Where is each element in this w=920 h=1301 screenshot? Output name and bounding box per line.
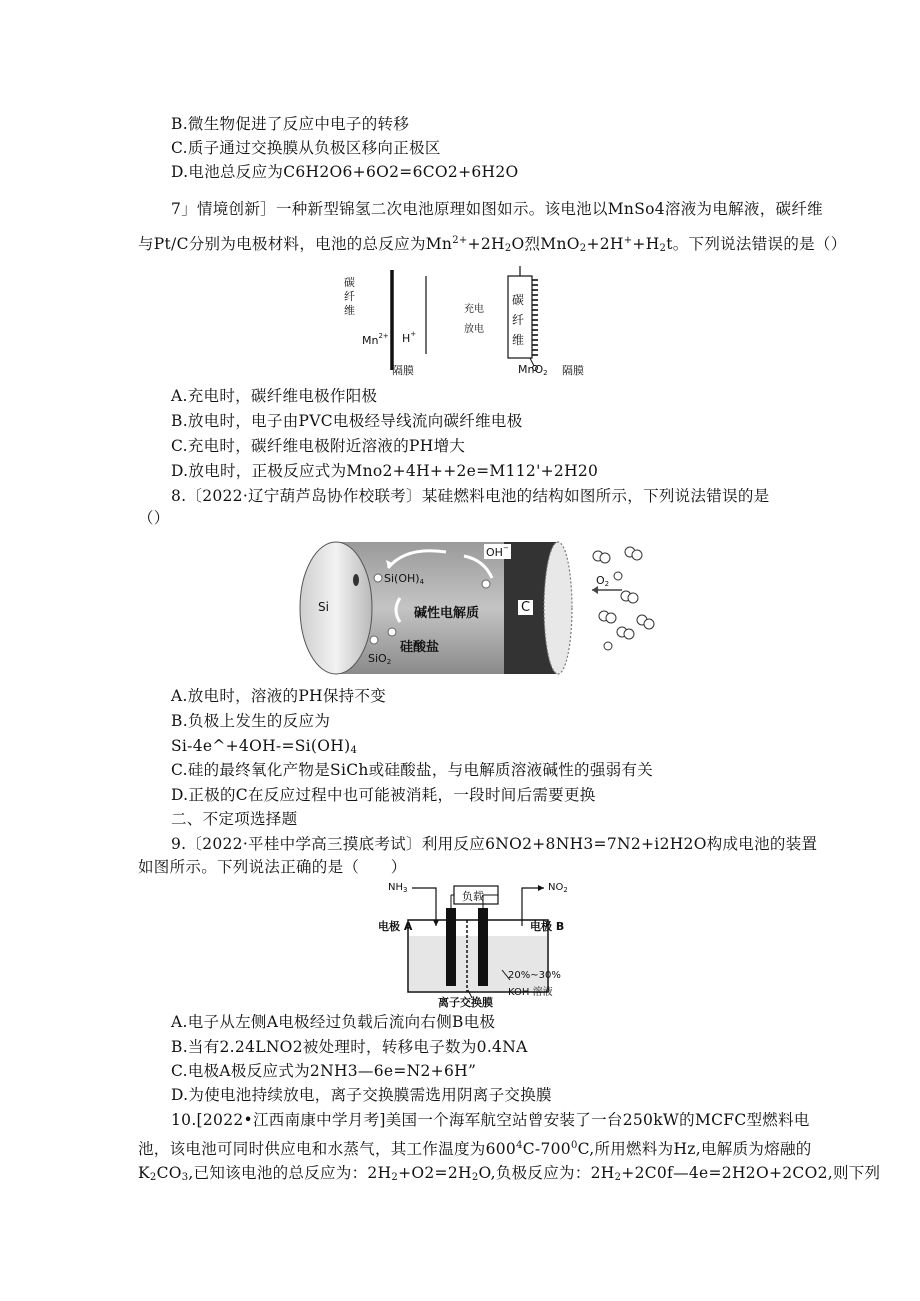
q7-battery-diagram — [330, 262, 600, 382]
q9-nh3-label: $NH_3$ — [388, 882, 408, 894]
q7-option-b: B.放电时，电子由PVC电极经导线流向碳纤维电极 — [171, 412, 523, 430]
q9-option-a: A.电子从左侧A电极经过负载后流向右侧B电极 — [171, 1013, 496, 1031]
q8-air-electrode — [544, 542, 572, 674]
q7-membrane-left-label: 隔膜 — [392, 364, 414, 377]
q7-mno2-label: MnO$_2$ — [518, 363, 548, 377]
q7-option-c: C.充电时，碳纤维电极附近溶液的PH增大 — [171, 437, 466, 455]
q9-no2-label: $NO_2$ — [548, 882, 568, 894]
q10-stem-line3: $K_2CO_3$,已知该电池的总反应为：$2H_2+O2=2H_2O$,负极反应为：$2H_2+2C0f—4e=2H2O+2CO2$,则下列 — [138, 1164, 881, 1183]
q8-electrolyte-label: 碱性电解质 — [414, 606, 480, 621]
q9-electrode-b — [478, 908, 488, 986]
q8-c-label: C — [518, 600, 533, 615]
q8-stem-line1: 8.〔2022·辽宁葫芦岛协作校联考〕某硅燃料电池的结构如图所示，下列说法错误的是 — [171, 487, 770, 505]
q9-option-b: B.当有2.24LNO2被处理时，转移电子数为0.4NA — [171, 1038, 528, 1056]
q7-option-a: A.充电时，碳纤维电极作阳极 — [171, 387, 378, 405]
q6-option-c: C.质子通过交换膜从负极区移向正极区 — [171, 139, 441, 157]
q8-stem-line2: （） — [138, 509, 170, 527]
q7-right-electrode-label: 碳纤维 — [512, 293, 525, 347]
q7-mno2-coating — [532, 280, 538, 355]
q7-discharge-label: 放电 — [464, 324, 484, 335]
q7-mn-ion-label: $Mn^{2+}$ — [362, 332, 389, 347]
q8-si-end — [300, 542, 372, 674]
q9-membrane-label: 离子交换膜 — [438, 996, 493, 1009]
q8-sioh4-label: $Si(OH)_4$ — [384, 572, 425, 586]
q8-o2-label: $O_2$ — [596, 574, 610, 588]
q7-left-electrode-label: 碳纤维 — [344, 276, 355, 317]
q9-stem-line1: 9.〔2022·平桂中学高三摸底考试〕利用反应6NO2+8NH3=7N2+i2H2O构成电池的装置 — [171, 835, 818, 853]
q9-stem-line2: 如图所示。下列说法正确的是（ ） — [138, 858, 407, 876]
q6-option-d: D.电池总反应为C6H2O6+6O2=6CO2+6H2O — [171, 163, 519, 181]
q8-sio2-label: SiO$_2$ — [368, 652, 392, 666]
q7-stem-line2: 与Pt/C分别为电极材料，电池的总反应为$Mn^{2+}+2H_2O$烈$MnO_2+2H^++H_2t$。下列说法错误的是（） — [138, 235, 847, 254]
q9-koh-label: KOH 溶液 — [508, 987, 553, 998]
q8-option-a: A.放电时，溶液的PH保持不变 — [171, 687, 387, 705]
q9-option-c: C.电极A极反应式为2NH3—6e=N2+6H” — [171, 1062, 477, 1080]
q10-stem-line1: 10.[2022•江西南康中学月考]美国一个海军航空站曾安装了一台250kW的MCFC型燃料电 — [171, 1111, 810, 1129]
q8-option-b: B.负极上发生的反应为 — [171, 712, 331, 730]
q7-membrane-right-label: 隔膜 — [562, 364, 584, 377]
q9-load-label: 负载 — [462, 890, 484, 903]
q8-silicate-label: 硅酸盐 — [400, 640, 440, 655]
q8-si-label: Si — [318, 600, 329, 614]
q9-cell-diagram — [378, 882, 578, 1009]
q9-electrode-b-label: 电极 B — [530, 920, 565, 933]
q8-option-d: D.正极的C在反应过程中也可能被消耗，一段时间后需要更换 — [171, 786, 596, 804]
q8-option-b-equation: $Si-4e\^{}+4OH-=Si(OH)_4$ — [171, 737, 358, 756]
q8-silicon-cell-diagram — [296, 536, 662, 682]
section-heading: 二、不定项选择题 — [171, 810, 298, 828]
q9-koh-concentration: 20%~30% — [508, 970, 561, 981]
q8-option-c: C.硅的最终氧化产物是SiCh或硅酸盐，与电解质溶液碱性的强弱有关 — [171, 761, 654, 779]
q6-option-b: B.微生物促进了反应中电子的转移 — [171, 115, 410, 133]
q8-oxygen-bubbles — [593, 547, 654, 650]
q9-option-d: D.为使电池持续放电，离子交换膜需选用阴离子交换膜 — [171, 1086, 552, 1104]
q8-oh-label: OH− — [486, 544, 509, 559]
q9-electrode-a-label: 电极 A — [378, 920, 413, 933]
q7-charge-label: 充电 — [464, 304, 484, 315]
q7-option-d: D.放电时，正极反应式为Mno2+4H++2e=M112'+2H20 — [171, 462, 599, 480]
q9-electrode-a — [446, 908, 456, 986]
q7-stem-line1: 7」情境创新］一种新型锦氢二次电池原理如图如示。该电池以MnSo4溶液为电解液，碳纤维 — [171, 200, 823, 218]
q10-stem-line2: 池，该电池可同时供应电和水蒸气，其工作温度为$600^4C-700^0C$,所用燃料为Hz,电解质为熔融的 — [138, 1140, 812, 1158]
q7-h-ion-label: H+ — [402, 330, 417, 345]
